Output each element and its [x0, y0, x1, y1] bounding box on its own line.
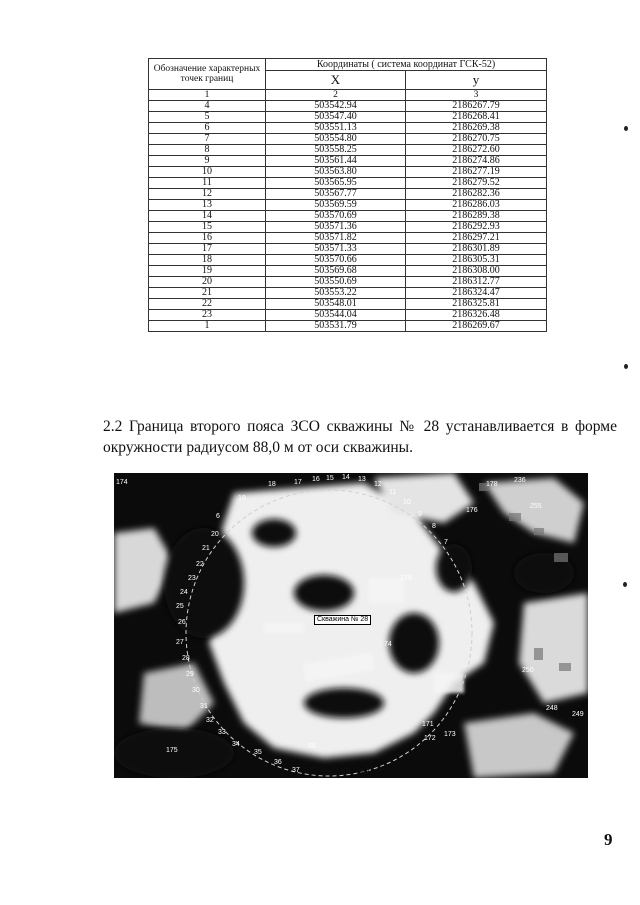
- map-point-label: 27: [176, 639, 184, 646]
- table-row: [149, 233, 547, 244]
- map-point-label: 26: [178, 619, 186, 626]
- cell-point: 11: [149, 178, 266, 189]
- map-point-label: 16: [312, 476, 320, 483]
- map-point-label: 29: [186, 671, 194, 678]
- map-point-label: 21: [202, 545, 210, 552]
- cell-y: 2186274.86: [406, 156, 547, 167]
- table-row: [149, 266, 547, 277]
- cell-x: 503571.33: [266, 244, 406, 255]
- map-point-label: 36: [274, 759, 282, 766]
- map-point-label: 35: [254, 749, 262, 756]
- coordinates-table: [148, 58, 547, 332]
- map-point-label: 249: [572, 711, 584, 718]
- cell-x: 503547.40: [266, 112, 406, 123]
- map-point-label: 34: [232, 741, 240, 748]
- index-cell: 2: [266, 90, 406, 101]
- cell-y: 2186308.00: [406, 266, 547, 277]
- cell-point: 23: [149, 310, 266, 321]
- table-row: [149, 310, 547, 321]
- cell-y: 2186269.38: [406, 123, 547, 134]
- map-bottom-label: 37: [310, 766, 319, 775]
- map-point-label: 12: [374, 481, 382, 488]
- cell-x: 503548.01: [266, 299, 406, 310]
- zone-map-image: [114, 473, 588, 778]
- cell-y: 2186301.89: [406, 244, 547, 255]
- cell-x: 503571.82: [266, 233, 406, 244]
- map-point-label: 8: [432, 523, 436, 530]
- table-row: [149, 288, 547, 299]
- map-point-label: 175: [166, 747, 178, 754]
- cell-y: 2186279.52: [406, 178, 547, 189]
- map-point-label: 28: [182, 655, 190, 662]
- cell-point: 6: [149, 123, 266, 134]
- scan-dot: [624, 126, 628, 131]
- index-cell: 1: [149, 90, 266, 101]
- map-point-label: 18: [268, 481, 276, 488]
- map-point-label: 7: [444, 539, 448, 546]
- cell-y: 2186282.36: [406, 189, 547, 200]
- map-point-label: 14: [342, 474, 350, 481]
- map-point-label: 171: [422, 721, 434, 728]
- map-point-label: 255: [530, 503, 542, 510]
- map-point-label: 174: [116, 479, 128, 486]
- table-row: [149, 134, 547, 145]
- cell-x: 503558.25: [266, 145, 406, 156]
- cell-x: 503554.80: [266, 134, 406, 145]
- map-bottom-label: 39: [341, 767, 350, 776]
- cell-y: 2186270.75: [406, 134, 547, 145]
- cell-y: 2186324.47: [406, 288, 547, 299]
- table-row: [149, 255, 547, 266]
- cell-x: 503544.04: [266, 310, 406, 321]
- cell-x: 503565.95: [266, 178, 406, 189]
- table-row: [149, 211, 547, 222]
- map-point-label: 19: [238, 495, 246, 502]
- cell-y: 2186268.41: [406, 112, 547, 123]
- table-row: [149, 277, 547, 288]
- cell-point: 12: [149, 189, 266, 200]
- header-y: у: [406, 71, 547, 90]
- cell-x: 503567.77: [266, 189, 406, 200]
- header-point-designation: Обозначение характерных точек границ: [149, 59, 266, 90]
- table-row: [149, 145, 547, 156]
- map-point-label: 65: [308, 743, 316, 750]
- cell-y: 2186286.03: [406, 200, 547, 211]
- map-point-label: 25: [176, 603, 184, 610]
- cell-x: 503570.69: [266, 211, 406, 222]
- cell-point: 7: [149, 134, 266, 145]
- cell-point: 21: [149, 288, 266, 299]
- map-point-label: 30: [192, 687, 200, 694]
- cell-y: 2186305.31: [406, 255, 547, 266]
- cell-point: 4: [149, 101, 266, 112]
- cell-point: 13: [149, 200, 266, 211]
- cell-point: 20: [149, 277, 266, 288]
- map-point-label: 37: [292, 767, 300, 774]
- cell-x: 503571.36: [266, 222, 406, 233]
- cell-x: 503550.69: [266, 277, 406, 288]
- cell-x: 503563.80: [266, 167, 406, 178]
- cell-y: 2186312.77: [406, 277, 547, 288]
- table-row: [149, 244, 547, 255]
- header-x: X: [266, 71, 406, 90]
- cell-point: 19: [149, 266, 266, 277]
- cell-y: 2186272.60: [406, 145, 547, 156]
- map-point-label: 15: [326, 475, 334, 482]
- cell-x: 503569.59: [266, 200, 406, 211]
- map-point-label: 172: [424, 735, 436, 742]
- cell-point: 14: [149, 211, 266, 222]
- map-point-label: 250: [522, 667, 534, 674]
- index-cell: 3: [406, 90, 547, 101]
- table-row: [149, 123, 547, 134]
- map-point-label: 176: [466, 507, 478, 514]
- map-point-label: 173: [444, 731, 456, 738]
- cell-x: 503569.68: [266, 266, 406, 277]
- cell-point: 15: [149, 222, 266, 233]
- map-bottom-label: 40: [360, 767, 369, 776]
- map-point-label: 11: [389, 489, 397, 496]
- table-row: [149, 299, 547, 310]
- map-bottom-label: 38: [322, 768, 331, 777]
- paragraph-zone-boundary: 2.2 Граница второго пояса ЗСО скважины № 28 устанавливается в форме окружности радиусом 88,0 м от оси скважины.: [103, 418, 617, 456]
- table-row: [149, 321, 547, 332]
- map-point-label: 24: [180, 589, 188, 596]
- page-number: 9: [604, 830, 613, 849]
- cell-point: 17: [149, 244, 266, 255]
- cell-point: 1: [149, 321, 266, 332]
- cell-y: 2186326.48: [406, 310, 547, 321]
- table-row: [149, 101, 547, 112]
- map-point-label: 17: [294, 479, 302, 486]
- map-point-label: 179: [400, 575, 412, 582]
- map-point-label: 32: [206, 717, 214, 724]
- table-row: [149, 167, 547, 178]
- cell-point: 16: [149, 233, 266, 244]
- cell-point: 22: [149, 299, 266, 310]
- cell-point: 9: [149, 156, 266, 167]
- map-point-label: 10: [403, 499, 411, 506]
- cell-x: 503542.94: [266, 101, 406, 112]
- cell-y: 2186267.79: [406, 101, 547, 112]
- table-row: [149, 112, 547, 123]
- map-point-label: 13: [358, 476, 366, 483]
- scan-dot: [624, 364, 628, 369]
- map-point-label: 236: [514, 477, 526, 484]
- cell-x: 503553.22: [266, 288, 406, 299]
- cell-y: 2186297.21: [406, 233, 547, 244]
- cell-point: 18: [149, 255, 266, 266]
- cell-x: 503531.79: [266, 321, 406, 332]
- cell-x: 503561.44: [266, 156, 406, 167]
- table-row: [149, 189, 547, 200]
- map-point-label: 248: [546, 705, 558, 712]
- cell-y: 2186289.38: [406, 211, 547, 222]
- map-point-label: 23: [188, 575, 196, 582]
- map-point-label: 178: [486, 481, 498, 488]
- table-row: [149, 178, 547, 189]
- table-row: [149, 222, 547, 233]
- cell-y: 2186325.81: [406, 299, 547, 310]
- table-row: [149, 156, 547, 167]
- table-row: [149, 200, 547, 211]
- cell-y: 2186277.19: [406, 167, 547, 178]
- map-point-label: 6: [216, 513, 220, 520]
- cell-point: 8: [149, 145, 266, 156]
- map-point-label: 33: [218, 729, 226, 736]
- cell-x: 503570.66: [266, 255, 406, 266]
- cell-y: 2186292.93: [406, 222, 547, 233]
- map-point-label: 74: [384, 641, 392, 648]
- scan-dot: [623, 582, 627, 587]
- cell-point: 5: [149, 112, 266, 123]
- well-label: Скважина № 28: [314, 615, 371, 625]
- map-point-label: 20: [211, 531, 219, 538]
- map-point-label: 22: [196, 561, 204, 568]
- map-point-label: 31: [200, 703, 208, 710]
- cell-point: 10: [149, 167, 266, 178]
- header-coordinates: Координаты ( система координат ГСК-52): [266, 59, 547, 71]
- cell-y: 2186269.67: [406, 321, 547, 332]
- map-point-label: 9: [418, 511, 422, 518]
- cell-x: 503551.13: [266, 123, 406, 134]
